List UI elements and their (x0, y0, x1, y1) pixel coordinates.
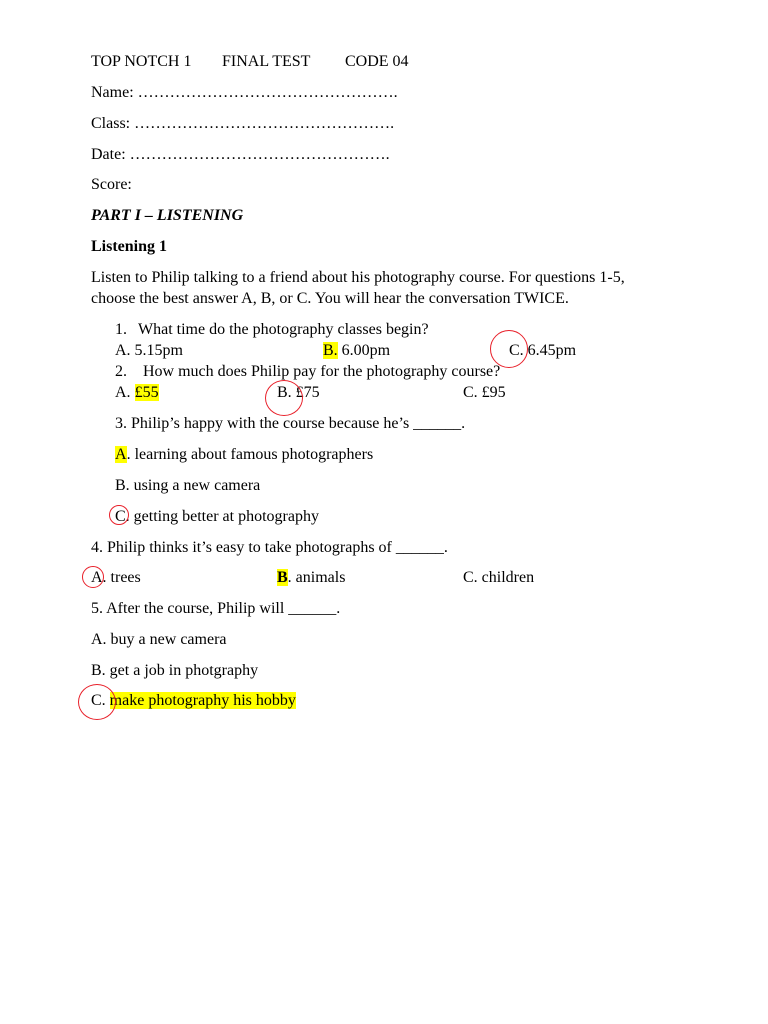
q4-option-b-text: . animals (287, 569, 346, 586)
q1-question: What time do the photography classes begin? (138, 321, 429, 338)
q2-option-a-prefix: A. (115, 384, 135, 401)
name-field: Name: …………………………………………. (91, 84, 398, 101)
q2-option-a-text: £55 (134, 384, 159, 401)
q1-option-b-text: 6.00pm (337, 342, 391, 359)
q3-option-a-letter: A (115, 446, 127, 463)
test-code: CODE 04 (345, 53, 409, 70)
q1-option-c (509, 341, 576, 361)
q2-number: 2. (115, 363, 127, 380)
q2-option-b: B. £75 (277, 384, 320, 401)
q5-option-c-prefix: C. (91, 692, 110, 709)
instructions-line-2: choose the best answer A, B, or C. You will hear the conversation TWICE. (91, 290, 569, 307)
q2-option-c: C. £95 (463, 384, 506, 401)
q3-question: 3. Philip’s happy with the course because he’s ______. (115, 415, 466, 432)
q1-number: 1. (115, 321, 127, 338)
q5-option-b: B. get a job in photgraphy (91, 662, 259, 679)
class-field: Class: …………………………………………. (91, 115, 395, 132)
q5-option-c-text: make photography his hobby (109, 692, 296, 709)
q3-option-b: B. using a new camera (115, 477, 261, 494)
q4-option-c: C. children (463, 569, 535, 586)
q1-option-b (323, 341, 390, 361)
q3-option-a-text: . learning about famous photographers (126, 446, 374, 463)
part-heading: PART I – LISTENING (91, 207, 244, 224)
instructions-line-1: Listen to Philip talking to a friend about his photography course. For questions 1-5, (91, 269, 625, 286)
q1-option-c-letter: C. (509, 342, 524, 359)
q4-question: 4. Philip thinks it’s easy to take photographs of ______. (91, 539, 448, 556)
q1-option-c-text: 6.45pm (523, 342, 577, 359)
section-heading: Listening 1 (91, 238, 168, 255)
q3-option-c: C. getting better at photography (115, 508, 319, 525)
q5-option-c (91, 691, 296, 711)
q4-option-b-letter: B (277, 569, 288, 586)
test-title-type: FINAL TEST (222, 53, 311, 70)
q5-question: 5. After the course, Philip will ______. (91, 600, 341, 617)
test-title-series: TOP NOTCH 1 (91, 53, 192, 70)
q1-option-a: A. 5.15pm (115, 342, 183, 359)
date-field: Date: …………………………………………. (91, 146, 390, 163)
q2-question: How much does Philip pay for the photography course? (143, 363, 501, 380)
q2-option-a (115, 383, 159, 403)
q3-option-a (115, 445, 373, 465)
q4-option-b (277, 568, 345, 588)
q4-option-a: A. trees (91, 569, 141, 586)
q5-option-a: A. buy a new camera (91, 631, 227, 648)
score-field: Score: (91, 176, 132, 193)
q1-option-b-letter: B. (323, 342, 338, 359)
